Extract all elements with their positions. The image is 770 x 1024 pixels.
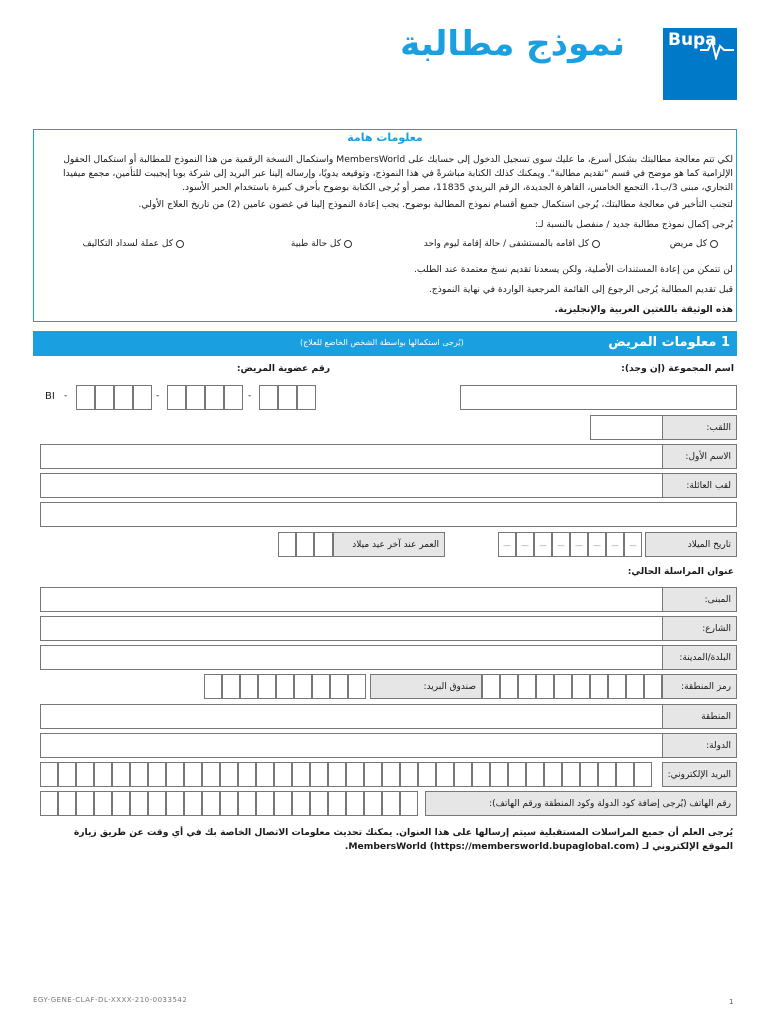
street-field[interactable] [40,616,737,641]
email-cell[interactable] [112,762,130,787]
postal-code-cell[interactable] [536,674,554,699]
info-para-1: لكي تتم معالجة مطالبتك بشكل أسرع، ما عليك سوى تسجيل الدخول إلى حسابك على MembersWorld واستكمال النسخة الرقمية من هذا النموذج للمطالبة أو استكمال الحقول الإلزامية كما هو موضح في قسم "تقديم مطالبة". ويمكنك كذلك الكتابة مباشرةً في هذا النموذج، وتوقيعه يدويًا، وإرساله إلينا عبر البريد إلى شركة بوبا إيجيبت للتأمين، مجمع ميفيدا التجاري، مبنى 3/ب1، التجمع الخامس، القاهرة الجديدة، الرقم البريدي 11835، مصر أو يُرجى الكتابة بوضوح بأحرف كبيرة باستخدام الحبر الأسود. [63,154,733,193]
page-number: 1 [729,998,734,1006]
email-cell[interactable] [274,762,292,787]
region-label: المنطقة [662,704,737,729]
email-cell[interactable] [130,762,148,787]
building-field[interactable] [40,587,737,612]
email-cell[interactable] [58,762,76,787]
phone-cell[interactable] [112,791,130,816]
age-cell[interactable] [314,532,333,557]
postal-code-cell[interactable] [572,674,590,699]
age-cell[interactable] [296,532,314,557]
phone-cell[interactable] [202,791,220,816]
email-cell[interactable] [436,762,454,787]
membership-cell[interactable] [205,385,224,410]
email-cell[interactable] [346,762,364,787]
phone-cell[interactable] [76,791,94,816]
phone-cell[interactable] [94,791,112,816]
membership-cell[interactable] [167,385,186,410]
phone-cell[interactable] [184,791,202,816]
dash: - [64,391,68,401]
postal-code-cell[interactable] [482,674,500,699]
email-cell[interactable] [238,762,256,787]
city-label: البلدة/المدينة: [662,645,737,670]
email-cell[interactable] [526,762,544,787]
membership-prefix: BI [45,391,55,402]
postal-code-cell[interactable] [644,674,662,699]
option-each-admission[interactable]: كل اقامه بالمستشفى / حالة إقامة ليوم واحد [424,239,600,249]
email-cell[interactable] [202,762,220,787]
email-cell[interactable] [562,762,580,787]
email-cell[interactable] [256,762,274,787]
membership-cell[interactable] [297,385,316,410]
first-name-field[interactable] [40,444,737,469]
dash: - [156,391,160,401]
info-para-5: قبل تقديم المطالبة يُرجى الرجوع إلى القائمة المرجعية الواردة في نهاية النموذج. [428,284,733,295]
dob-label: تاريخ الميلاد [645,532,737,557]
info-para-6: هذه الوثيقة باللغتين العربية والإنجليزية. [554,304,733,315]
po-box-cell[interactable] [240,674,258,699]
postal-code-cell[interactable] [500,674,518,699]
dob-cell[interactable]: — [498,532,516,557]
family-name-field[interactable] [40,473,737,498]
membership-cell[interactable] [224,385,243,410]
po-box-cell[interactable] [312,674,330,699]
country-label: الدولة: [662,733,737,758]
phone-cell[interactable] [220,791,238,816]
option-each-patient[interactable]: كل مريض [670,239,718,249]
radio-icon [176,240,184,248]
phone-label: رقم الهاتف (يُرجى إضافة كود الدولة وكود المنطقة ورقم الهاتف): [425,791,737,816]
dob-cell[interactable]: — [534,532,552,557]
info-para-4: لن تتمكن من إعادة المستندات الأصلية، ولكن يسعدنا تقديم نسخ معتمدة عند الطلب. [413,264,733,275]
email-cell[interactable] [148,762,166,787]
email-cell[interactable] [184,762,202,787]
dash: - [248,391,252,401]
email-cell[interactable] [94,762,112,787]
phone-cell[interactable] [130,791,148,816]
street-label: الشارع: [662,616,737,641]
info-title: معلومات هامة [347,131,423,144]
phone-cell[interactable] [382,791,400,816]
radio-icon [710,240,718,248]
phone-cell[interactable] [58,791,76,816]
dob-cell[interactable]: — [606,532,624,557]
email-cell[interactable] [292,762,310,787]
section-title: 1 معلومات المريض [608,335,730,350]
notice-line-1: يُرجى العلم أن جميع المراسلات المستقبلية سيتم إرسالها على هذا العنوان. يمكنك تحديث معلومات الاتصال الخاصة بك في أي وقت عن طريق زيارة [73,827,733,838]
email-cell[interactable] [220,762,238,787]
phone-cell[interactable] [166,791,184,816]
age-label: العمر عند آخر عيد ميلاد [333,532,445,557]
notice-line-2: الموقع الإلكتروني لـ MembersWorld (https://membersworld.bupaglobal.com). [344,841,733,852]
postal-code-cell[interactable] [590,674,608,699]
po-box-cell[interactable] [276,674,294,699]
postal-code-cell[interactable] [608,674,626,699]
postal-code-cell[interactable] [518,674,536,699]
phone-cell[interactable] [400,791,418,816]
phone-cell[interactable] [292,791,310,816]
email-cell[interactable] [76,762,94,787]
address-heading: عنوان المراسلة الحالي: [627,566,734,577]
email-cell[interactable] [328,762,346,787]
phone-cell[interactable] [40,791,58,816]
dob-cell[interactable]: — [624,532,642,557]
postal-code-cell[interactable] [626,674,644,699]
po-box-cell[interactable] [258,674,276,699]
phone-cell[interactable] [328,791,346,816]
po-box-cell[interactable] [348,674,366,699]
email-cell[interactable] [364,762,382,787]
po-box-cell[interactable] [204,674,222,699]
email-cell[interactable] [544,762,562,787]
email-cell[interactable] [166,762,184,787]
po-box-cell[interactable] [330,674,348,699]
phone-cell[interactable] [310,791,328,816]
group-name-input[interactable] [460,385,737,410]
document-code: EGY-GENE-CLAF-DL-XXXX-210-0033542 [33,996,188,1004]
city-field[interactable] [40,645,737,670]
country-field[interactable] [40,733,737,758]
group-name-label: اسم المجموعة (إن وجد): [621,363,734,374]
dob-cell[interactable]: — [588,532,606,557]
email-cell[interactable] [616,762,634,787]
membership-cell[interactable] [186,385,205,410]
email-label: البريد الإلكتروني: [662,762,737,787]
family-name-label: لقب العائلة: [662,473,737,498]
email-cell[interactable] [508,762,526,787]
radio-icon [344,240,352,248]
phone-cell[interactable] [256,791,274,816]
info-para-2: لتجنب التأخير في معالجة مطالبتك، يُرجى استكمال جميع أقسام نموذج المطالبة بوضوح. يجب إعادة النموذج إلينا في غضون عامين (2) من تاريخ العلاج الأولي. [138,199,733,210]
building-label: المبنى: [662,587,737,612]
email-cell[interactable] [472,762,490,787]
membership-cell[interactable] [133,385,152,410]
email-cell[interactable] [418,762,436,787]
title-label: اللقب: [662,415,737,440]
email-cell[interactable] [40,762,58,787]
phone-cell[interactable] [274,791,292,816]
membership-cell[interactable] [259,385,278,410]
email-cell[interactable] [598,762,616,787]
email-cell[interactable] [634,762,652,787]
age-cell[interactable] [278,532,296,557]
email-cell[interactable] [454,762,472,787]
membership-cell[interactable] [95,385,114,410]
po-box-cell[interactable] [222,674,240,699]
email-cell[interactable] [310,762,328,787]
dob-cell[interactable]: — [570,532,588,557]
region-field[interactable] [40,704,737,729]
po-box-cell[interactable] [294,674,312,699]
phone-cell[interactable] [364,791,382,816]
membership-cell[interactable] [278,385,297,410]
option-each-currency[interactable]: كل عملة لسداد التكاليف [82,239,184,249]
radio-icon [592,240,600,248]
dob-cell[interactable]: — [516,532,534,557]
option-each-condition[interactable]: كل حالة طبية [291,239,352,249]
heartbeat-icon [700,38,734,60]
logo-text: Bupa [668,30,717,50]
membership-label: رقم عضوية المريض: [236,363,330,374]
email-cell[interactable] [400,762,418,787]
page-title: نموذج مطالبة [400,24,625,64]
postal-code-label: رمز المنطقة: [662,674,737,699]
extra-name-field[interactable] [40,502,737,527]
membership-cell[interactable] [114,385,133,410]
email-cell[interactable] [490,762,508,787]
email-cell[interactable] [382,762,400,787]
dob-cell[interactable]: — [552,532,570,557]
phone-cell[interactable] [148,791,166,816]
po-box-label: صندوق البريد: [370,674,482,699]
phone-cell[interactable] [238,791,256,816]
membership-cell[interactable] [76,385,95,410]
first-name-label: الاسم الأول: [662,444,737,469]
section-note: (يُرجى استكمالها بواسطة الشخص الخاضع للعلاج) [300,338,464,347]
phone-cell[interactable] [346,791,364,816]
info-para-3: يُرجى إكمال نموذج مطالبة جديد / منفصل بالنسبة لـ: [534,219,733,230]
postal-code-cell[interactable] [554,674,572,699]
email-cell[interactable] [580,762,598,787]
